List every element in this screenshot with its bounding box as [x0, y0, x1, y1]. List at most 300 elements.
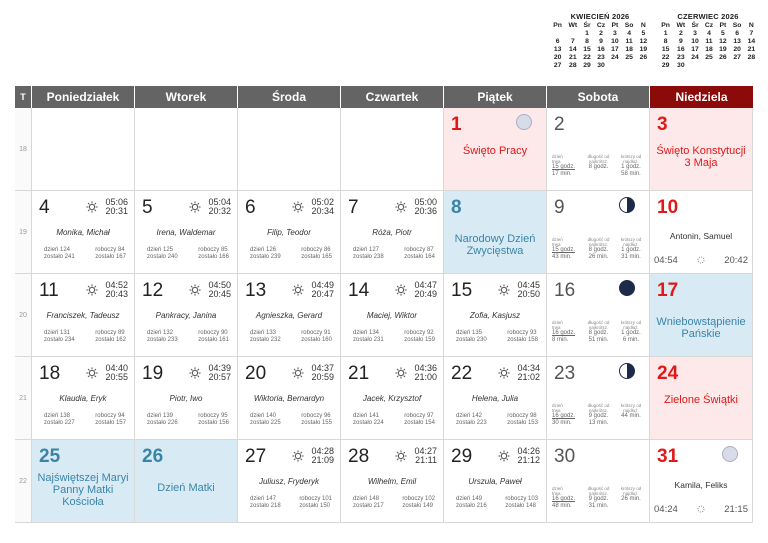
day-length-label: dzień — [552, 320, 563, 325]
sun-icon — [292, 367, 304, 379]
day-of-year: dzień 141 — [353, 413, 380, 419]
mini-day: 4 — [627, 30, 631, 37]
day-of-year: dzień 132 — [147, 330, 174, 336]
sun-icon — [395, 450, 407, 462]
longer-than-hours: 8 godz. — [588, 164, 609, 170]
shorter-than-label2: najdłuż. — [623, 242, 639, 247]
mini-day: 11 — [625, 38, 633, 45]
mini-day: 7 — [570, 38, 575, 45]
sun-icon — [292, 201, 304, 213]
sun-icon — [189, 201, 201, 213]
week-row — [15, 274, 753, 357]
working-days-left: zostało 156 — [198, 420, 229, 426]
sunrise-time: 05:06 — [105, 197, 128, 207]
sunrise-time: 05:04 — [208, 197, 231, 207]
working-days-left: zostało 165 — [301, 254, 332, 260]
day-cell[interactable] — [444, 108, 547, 190]
longer-than-minutes: 26 min. — [588, 254, 609, 260]
working-day: roboczy 102 — [402, 496, 435, 502]
day-length-hours: 15 godz. — [552, 164, 576, 170]
name-days: Jacek, Krzysztof — [362, 394, 422, 403]
days-left: zostało 240 — [147, 254, 178, 260]
longer-than-label: długość od — [587, 486, 610, 491]
day-number: 16 — [554, 280, 576, 301]
mini-day: 9 — [599, 38, 603, 45]
day-number: 20 — [245, 363, 267, 384]
day-cell[interactable] — [32, 191, 135, 273]
day-number: 22 — [451, 363, 473, 384]
sun-icon — [292, 284, 304, 296]
day-length-info — [552, 486, 645, 510]
shorter-than-label: krótszy od — [620, 486, 642, 491]
day-of-year: dzień 127 — [353, 247, 380, 253]
working-day: roboczy 92 — [404, 330, 434, 336]
working-day: roboczy 94 — [95, 413, 125, 419]
day-of-year: dzień 135 — [456, 330, 483, 336]
shorter-than-minutes: 58 min. — [621, 171, 641, 177]
day-stats — [147, 330, 229, 344]
sunset-time: 20:50 — [517, 289, 540, 299]
sunset-time: 21:00 — [414, 372, 437, 382]
day-length-minutes: 8 min. — [552, 337, 569, 343]
mini-day: 9 — [678, 38, 683, 45]
working-days-left: zostało 162 — [95, 337, 126, 343]
sun-times — [517, 281, 540, 299]
days-left: zostało 231 — [353, 337, 384, 343]
moon-phase-icon — [619, 197, 635, 213]
day-cell[interactable] — [135, 357, 238, 439]
day-stats — [456, 496, 538, 510]
mini-day: 8 — [585, 38, 589, 45]
mini-day: 27 — [733, 54, 741, 61]
holiday-name: Narodowy Dzień Zwycięstwa — [454, 233, 536, 257]
mini-day: 23 — [597, 54, 605, 61]
day-length-label2: trwa — [552, 242, 561, 247]
moon-phase-icon — [619, 363, 635, 379]
mini-day: 24 — [611, 54, 619, 61]
mini-day: 21 — [747, 46, 756, 53]
day-cell[interactable] — [341, 191, 444, 273]
days-left: zostało 234 — [44, 337, 75, 343]
day-number: 31 — [657, 446, 679, 467]
name-days: Klaudia, Eryk — [59, 394, 107, 403]
sunset-time: 20:31 — [105, 206, 128, 216]
working-days-left: zostało 166 — [198, 254, 229, 260]
day-of-year: dzień 139 — [147, 413, 174, 419]
name-days: Zofia, Kasjusz — [469, 311, 521, 320]
week-row — [15, 108, 753, 191]
days-left: zostało 218 — [250, 503, 281, 509]
working-days-left: zostało 161 — [198, 337, 229, 343]
day-cell[interactable] — [650, 274, 753, 356]
day-number: 13 — [245, 280, 267, 301]
day-cell[interactable] — [547, 440, 650, 522]
day-stats — [147, 413, 229, 427]
day-number: 15 — [451, 280, 473, 301]
day-of-year: dzień 125 — [147, 247, 174, 253]
longer-than-hours: 9 godz. — [588, 496, 609, 502]
day-number: 23 — [554, 363, 576, 384]
mini-weekday: Pn — [553, 22, 562, 29]
holiday-name: Święto Konstytucji 3 Maja — [656, 145, 746, 169]
mini-day: 19 — [639, 46, 648, 53]
day-cell[interactable] — [238, 191, 341, 273]
sunrise-time: 04:40 — [105, 363, 128, 373]
mini-day: 4 — [707, 30, 711, 37]
day-stats — [353, 247, 435, 261]
mini-day: 1 — [663, 30, 668, 37]
sun-times — [414, 198, 437, 216]
sun-times — [208, 198, 231, 216]
day-cell[interactable] — [341, 274, 444, 356]
day-cell[interactable] — [32, 274, 135, 356]
shorter-than-label: krótszy od — [620, 237, 642, 242]
day-stats — [353, 496, 435, 510]
days-left: zostało 226 — [147, 420, 178, 426]
working-day: roboczy 87 — [404, 247, 434, 253]
sunrise-time: 04:50 — [208, 280, 231, 290]
sunrise-time: 04:36 — [414, 363, 437, 373]
day-number: 24 — [657, 363, 679, 384]
day-cell[interactable] — [32, 440, 135, 522]
empty-day-cell — [32, 108, 135, 190]
mini-weekday: Śr — [583, 22, 591, 29]
day-cell[interactable] — [135, 191, 238, 273]
working-day: roboczy 97 — [404, 413, 434, 419]
days-left: zostało 225 — [250, 420, 281, 426]
longer-than-minutes: 51 min. — [588, 337, 609, 343]
mini-day: 17 — [611, 46, 619, 53]
sunset-time: 21:11 — [415, 455, 437, 465]
mini-day: 6 — [735, 30, 739, 37]
mini-day: 2 — [599, 30, 603, 37]
days-left: zostało 241 — [44, 254, 75, 260]
working-day: roboczy 93 — [507, 330, 537, 336]
day-of-year: dzień 140 — [250, 413, 277, 419]
day-length-info — [552, 237, 645, 261]
longer-than-hours: 9 godz. — [588, 413, 609, 419]
working-days-left: zostało 157 — [95, 420, 126, 426]
mini-day — [550, 30, 565, 38]
day-cell[interactable] — [135, 440, 238, 522]
sun-times — [414, 281, 437, 299]
shorter-than-hours: 44 min. — [621, 413, 641, 419]
day-stats — [250, 247, 332, 261]
working-days-left: zostało 158 — [507, 337, 538, 343]
day-cell[interactable] — [444, 440, 547, 522]
sunrise-time: 04:45 — [517, 280, 540, 290]
mini-day — [730, 62, 745, 70]
day-cell[interactable] — [650, 191, 753, 273]
day-number: 11 — [39, 280, 59, 301]
day-stats — [456, 330, 538, 344]
week-row — [15, 191, 753, 274]
sun-icon — [189, 284, 201, 296]
day-cell[interactable] — [444, 274, 547, 356]
weekday-header-cell: Sobota — [547, 86, 650, 108]
name-days: Juliusz, Fryderyk — [258, 477, 319, 486]
mini-day — [622, 62, 637, 70]
working-days-left: zostało 150 — [299, 503, 331, 509]
mini-day: 29 — [661, 62, 670, 69]
name-days: Kamila, Feliks — [674, 480, 728, 490]
weekday-header-cell: Czwartek — [341, 86, 444, 108]
mini-day: 18 — [705, 46, 713, 53]
mini-day: 14 — [569, 46, 577, 53]
day-number: 9 — [554, 197, 565, 218]
mini-day: 15 — [583, 46, 591, 53]
day-stats — [353, 413, 435, 427]
sun-icon — [694, 502, 708, 516]
sun-times — [105, 364, 128, 382]
mini-day: 26 — [639, 54, 648, 61]
day-number: 28 — [348, 446, 370, 467]
day-cell[interactable] — [238, 357, 341, 439]
longer-than-minutes: 13 min. — [588, 420, 609, 426]
sunset-time: 20:42 — [724, 254, 748, 266]
day-cell[interactable] — [135, 274, 238, 356]
day-of-year: dzień 149 — [456, 496, 483, 502]
mini-day: 19 — [719, 46, 727, 53]
sunset-time: 20:45 — [208, 289, 231, 299]
mini-day: 3 — [612, 30, 617, 37]
working-day: roboczy 89 — [95, 330, 125, 336]
sun-icon — [86, 201, 98, 213]
sun-times — [105, 198, 128, 216]
mini-day: 20 — [733, 46, 741, 53]
day-of-year: dzień 147 — [250, 496, 277, 502]
sun-icon — [395, 367, 407, 379]
day-cell[interactable] — [547, 191, 650, 273]
name-days: Wilhelm, Emil — [367, 477, 417, 486]
shorter-than-label2: najdłuż. — [623, 325, 639, 330]
day-length-label2: trwa — [552, 325, 561, 330]
days-left: zostało 227 — [44, 420, 75, 426]
day-stats — [250, 496, 332, 510]
day-cell[interactable] — [547, 108, 650, 190]
day-of-year: dzień 148 — [353, 496, 380, 502]
week-column-header: T — [15, 86, 32, 108]
day-number: 30 — [554, 446, 576, 467]
day-cell[interactable] — [650, 440, 753, 522]
day-length-hours: 15 godz. — [552, 247, 576, 253]
working-day: roboczy 98 — [507, 413, 537, 419]
week-number: 22 — [15, 440, 32, 522]
mini-day: 30 — [677, 62, 685, 69]
mini-day — [608, 62, 621, 70]
day-cell[interactable] — [238, 440, 341, 522]
sun-times — [654, 502, 748, 516]
empty-day-cell — [135, 108, 238, 190]
mini-day: 29 — [583, 62, 591, 69]
holiday-name: Najświętszej Maryi Panny Matki Kościoła — [37, 472, 129, 508]
day-length-label: dzień — [552, 237, 563, 242]
day-of-year: dzień 133 — [250, 330, 277, 336]
longer-than-label2: najkrótsz. — [588, 242, 609, 247]
day-cell[interactable] — [547, 357, 650, 439]
weekday-header — [15, 86, 753, 108]
working-day: roboczy 91 — [301, 330, 331, 336]
mini-day: 28 — [747, 54, 756, 61]
mini-day: 1 — [585, 30, 589, 37]
day-number: 17 — [657, 280, 679, 301]
day-cell[interactable] — [341, 440, 444, 522]
day-length-info — [552, 154, 645, 178]
mini-weekday: Pt — [611, 22, 619, 29]
holiday-name: Wniebowstąpienie Pańskie — [656, 316, 746, 340]
day-number: 5 — [142, 197, 153, 218]
day-stats — [250, 330, 332, 344]
sunset-time: 20:36 — [414, 206, 437, 216]
day-stats — [44, 413, 126, 427]
sunset-time: 20:47 — [311, 289, 334, 299]
working-days-left: zostało 155 — [301, 420, 332, 426]
mini-day: 12 — [639, 38, 648, 45]
working-days-left: zostało 153 — [507, 420, 538, 426]
name-days: Pankracy, Janina — [155, 311, 217, 320]
mini-day: 5 — [720, 30, 725, 37]
working-day: roboczy 103 — [505, 496, 538, 502]
weekday-header-cell: Środa — [238, 86, 341, 108]
shorter-than-label2: najdłuż. — [623, 408, 639, 413]
sunrise-time: 04:26 — [517, 446, 540, 456]
mini-day — [745, 62, 758, 70]
working-days-left: zostało 167 — [95, 254, 126, 260]
sun-icon — [694, 253, 708, 267]
holiday-name: Dzień Matki — [157, 482, 215, 494]
sun-times — [517, 447, 540, 465]
mini-day: 10 — [611, 38, 619, 45]
sun-times — [311, 281, 334, 299]
mini-day: 7 — [749, 30, 754, 37]
sun-icon — [86, 284, 98, 296]
mini-calendar-title: CZERWIEC 2026 — [677, 12, 739, 21]
longer-than-minutes: 31 min. — [588, 503, 609, 509]
name-days: Róża, Piotr — [372, 228, 412, 237]
day-length-label2: trwa — [552, 491, 561, 496]
day-length-hours: 16 godz. — [552, 496, 576, 502]
working-days-left: zostało 160 — [301, 337, 332, 343]
mini-day: 25 — [705, 54, 713, 61]
mini-day: 13 — [553, 46, 562, 53]
day-number: 2 — [554, 114, 565, 135]
mini-weekday: Wt — [568, 22, 578, 29]
day-number: 1 — [451, 114, 462, 135]
day-of-year: dzień 138 — [44, 413, 71, 419]
day-cell[interactable] — [650, 357, 753, 439]
day-cell[interactable] — [341, 357, 444, 439]
mini-day: 16 — [677, 46, 685, 53]
day-of-year: dzień 124 — [44, 247, 71, 253]
days-left: zostało 233 — [147, 337, 178, 343]
sunrise-time: 04:54 — [654, 254, 678, 266]
sunrise-time: 05:02 — [311, 197, 334, 207]
weekday-header-cell: Wtorek — [135, 86, 238, 108]
day-cell[interactable] — [547, 274, 650, 356]
sun-times — [311, 364, 334, 382]
working-day: roboczy 84 — [95, 247, 125, 253]
day-number: 26 — [142, 446, 164, 467]
weekday-header-cell: Poniedziałek — [32, 86, 135, 108]
shorter-than-hours: 1 godz. — [621, 247, 641, 253]
sunrise-time: 04:37 — [311, 363, 334, 373]
days-left: zostało 230 — [456, 337, 487, 343]
sun-icon — [498, 284, 510, 296]
working-days-left: zostało 164 — [404, 254, 435, 260]
day-cell[interactable] — [444, 357, 547, 439]
month-grid — [15, 86, 753, 523]
mini-day: 17 — [691, 46, 699, 53]
sunset-time: 21:02 — [517, 372, 540, 382]
weekday-header-cell: Niedziela — [650, 86, 753, 108]
mini-calendar — [550, 12, 650, 70]
day-length-label2: trwa — [552, 159, 561, 164]
day-length-minutes: 17 min. — [552, 171, 572, 177]
day-cell[interactable] — [32, 357, 135, 439]
day-length-hours: 16 godz. — [552, 413, 576, 419]
day-number: 21 — [348, 363, 370, 384]
longer-than-hours: 8 godz. — [588, 247, 609, 253]
days-left: zostało 216 — [456, 503, 487, 509]
sun-times — [208, 364, 231, 382]
name-days: Maciej, Wiktor — [366, 311, 418, 320]
shorter-than-hours: 26 min. — [621, 496, 641, 502]
week-number: 20 — [15, 274, 32, 356]
mini-day: 11 — [705, 38, 713, 45]
mini-day — [716, 62, 729, 70]
holiday-name: Święto Pracy — [462, 145, 528, 157]
day-of-year: dzień 142 — [456, 413, 483, 419]
days-left: zostało 232 — [250, 337, 281, 343]
shorter-than-label: krótszy od — [620, 154, 642, 159]
mini-day: 30 — [597, 62, 605, 69]
day-stats — [250, 413, 332, 427]
mini-day: 27 — [553, 62, 562, 69]
day-cell[interactable] — [650, 108, 753, 190]
mini-day: 24 — [691, 54, 699, 61]
day-cell[interactable] — [444, 191, 547, 273]
mini-weekday: So — [732, 22, 742, 29]
day-number: 6 — [245, 197, 256, 218]
mini-day: 26 — [719, 54, 727, 61]
day-cell[interactable] — [238, 274, 341, 356]
mini-day — [702, 62, 717, 70]
sunset-time: 21:09 — [311, 455, 334, 465]
sun-icon — [498, 367, 510, 379]
sunset-time: 20:49 — [414, 289, 437, 299]
day-length-label2: trwa — [552, 408, 561, 413]
sunset-time: 20:55 — [105, 372, 128, 382]
mini-day: 18 — [625, 46, 633, 53]
day-number: 25 — [39, 446, 61, 467]
week-number: 18 — [15, 108, 32, 190]
longer-than-label2: najkrótsz. — [588, 491, 609, 496]
mini-day: 22 — [661, 54, 670, 61]
sunrise-time: 04:34 — [517, 363, 540, 373]
sun-icon — [292, 450, 304, 462]
sunset-time: 20:57 — [208, 372, 231, 382]
mini-day: 25 — [625, 54, 633, 61]
mini-day: 6 — [555, 38, 560, 45]
mini-weekday: Cz — [596, 22, 606, 29]
week-row — [15, 440, 753, 523]
day-length-label: dzień — [552, 154, 563, 159]
mini-weekday: N — [640, 22, 646, 29]
sunrise-time: 04:49 — [311, 280, 334, 290]
sun-times — [311, 447, 334, 465]
name-days: Agnieszka, Gerard — [255, 311, 323, 320]
empty-day-cell — [341, 108, 444, 190]
